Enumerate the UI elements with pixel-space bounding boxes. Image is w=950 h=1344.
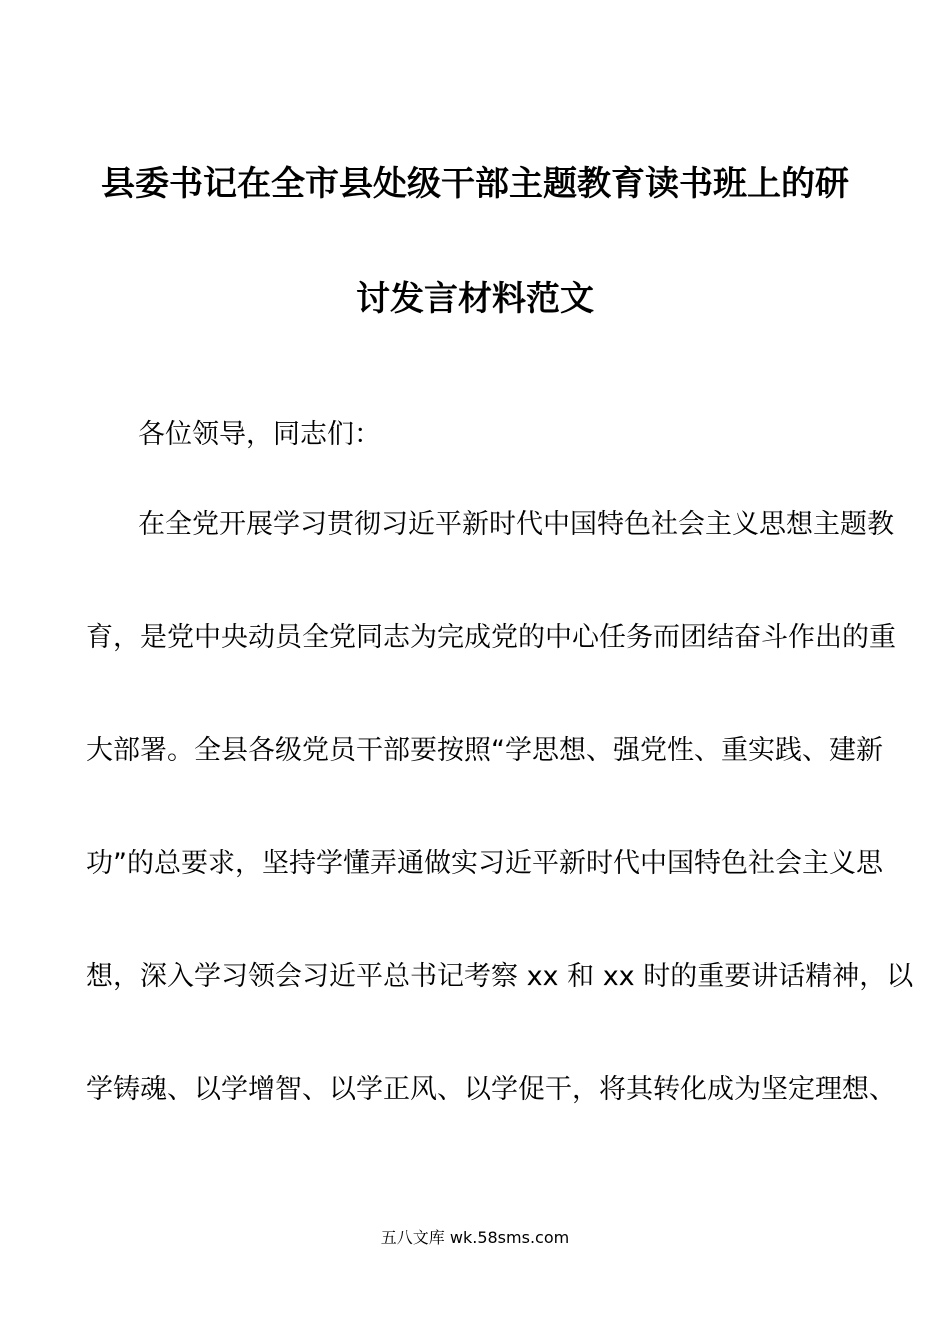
body-line-2: 育，是党中央动员全党同志为完成党的中心任务而团结奋斗作出的重 bbox=[86, 622, 896, 653]
document-title-line-2: 讨发言材料范文 bbox=[356, 279, 594, 319]
body-line-4: 功”的总要求，坚持学懂弄通做实习近平新时代中国特色社会主义思 bbox=[86, 848, 883, 879]
footer-watermark: 五八文库 wk.58sms.com bbox=[380, 1228, 570, 1247]
body-line-3: 大部署。全县各级党员干部要按照“学思想、强党性、重实践、建新 bbox=[86, 735, 883, 766]
body-line-6: 学铸魂、以学增智、以学正风、以学促干，将其转化成为坚定理想、 bbox=[86, 1074, 896, 1105]
document-title-line-1: 县委书记在全市县处级干部主题教育读书班上的研 bbox=[101, 164, 849, 204]
body-line-5: 想，深入学习领会习近平总书记考察 xx 和 xx 时的重要讲话精神，以 bbox=[86, 961, 914, 992]
body-line-1: 在全党开展学习贯彻习近平新时代中国特色社会主义思想主题教 bbox=[138, 509, 894, 540]
greeting: 各位领导，同志们： bbox=[138, 419, 381, 450]
